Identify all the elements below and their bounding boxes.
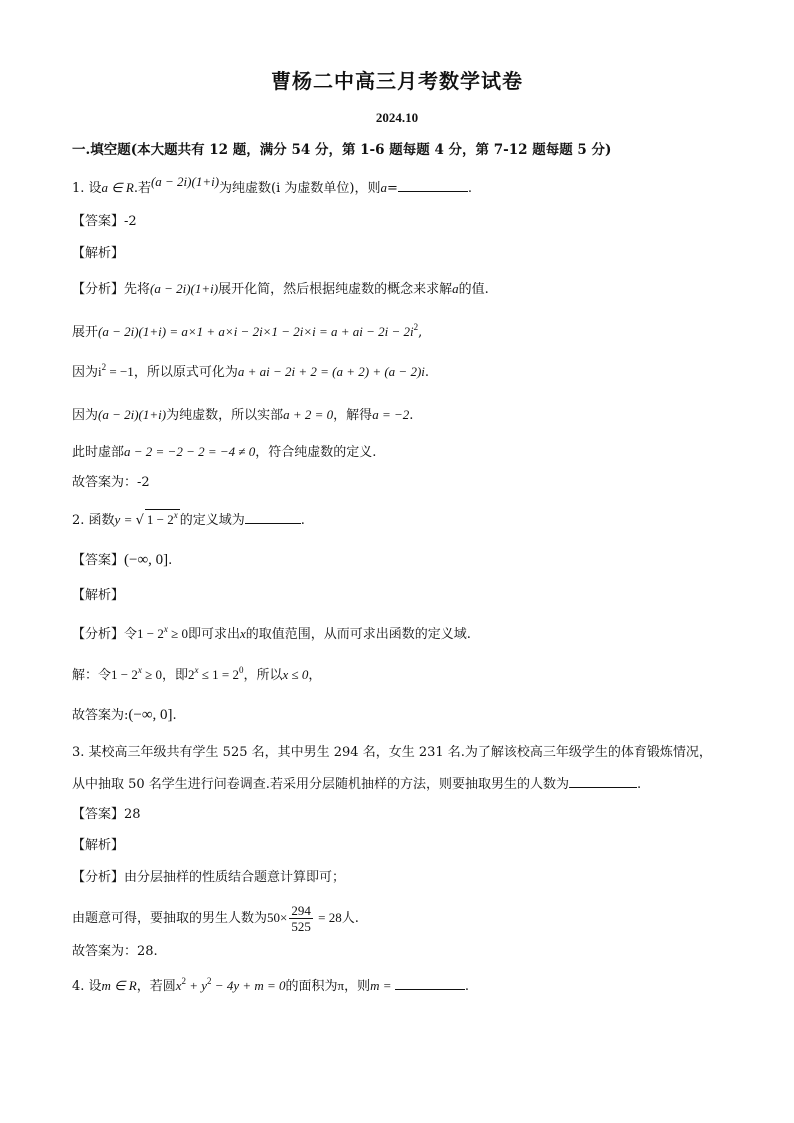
answer-blank bbox=[395, 977, 465, 990]
q2-final: 故答案为:(−∞, 0]. bbox=[72, 707, 177, 723]
q3-stem-line2: 从中抽取 50 名学生进行问卷调查.若采用分层随机抽样的方法，则要抽取男生的人数为 . bbox=[72, 777, 642, 792]
q1-fenxi: 【分析】先将(a − 2i)(1+i)展开化简，然后根据纯虚数的概念来求解a的值. bbox=[72, 281, 489, 297]
section-header: 一.填空题(本大题共有 12 题，满分 54 分，第 1-6 题每题 4 分，第 7-12 题每题 5 分) bbox=[72, 142, 612, 158]
q4-stem: 4. 设m ∈ R，若圆$x^2 + y^2 - 4y + m = 0$的面积为π，则m = . bbox=[72, 976, 469, 994]
q3-stem-line1: 3. 某校高三年级共有学生 525 名，其中男生 294 名，女生 231 名.为了解该校高三年级学生的体育锻炼情况， bbox=[72, 745, 712, 760]
q3-calculation: 由题意可得，要抽取的男生人数为50× $\frac{294}{525}$ = 28人. bbox=[72, 903, 359, 934]
q3-fenxi: 【分析】由分层抽样的性质结合题意计算即可； bbox=[72, 870, 346, 885]
q2-solution: 解：令$1 - 2^x \ge 0$，即$2^x \le 1 = 2^0$，所以x ≤ 0， bbox=[72, 665, 322, 683]
q1-step-verify: 此时虚部a − 2 = −2 − 2 = −4 ≠ 0，符合纯虚数的定义. bbox=[72, 444, 377, 460]
q1-jiexi: 【解析】 bbox=[72, 246, 125, 261]
q1-step-solve: 因为(a − 2i)(1+i)为纯虚数，所以实部a + 2 = 0，解得a = −2. bbox=[72, 407, 414, 423]
q1-stem: 1. 设a ∈ R.若(a − 2i)(1+i)为纯虚数(i 为虚数单位)，则a= . bbox=[72, 174, 473, 196]
page-title: 曹杨二中高三月考数学试卷 bbox=[271, 69, 523, 93]
q2-fenxi: 【分析】令$1 - 2^x \ge 0$即可求出x的取值范围，从而可求出函数的定义域. bbox=[72, 624, 471, 642]
q1-answer: 【答案】-2 bbox=[72, 214, 137, 229]
q2-stem: 2. 函数y = √ $1 - 2^x$ 的定义域为 . bbox=[72, 509, 305, 531]
answer-blank bbox=[398, 179, 468, 192]
answer-blank bbox=[245, 511, 301, 524]
q1-step-expand: 展开(a − 2i)(1+i) = a×1 + a×i − 2i×1 − 2i×i = a + ai − $2i - 2i^2$, bbox=[72, 322, 423, 340]
q3-answer: 【答案】28 bbox=[72, 807, 141, 822]
q2-jiexi: 【解析】 bbox=[72, 588, 125, 603]
q2-answer: 【答案】(−∞, 0]. bbox=[72, 552, 173, 568]
q1-step-simplify: 因为$i^2 = -1$，所以原式可化为a + ai − 2i + 2 = (a + 2) + (a − 2)i. bbox=[72, 362, 430, 380]
answer-blank bbox=[569, 775, 637, 788]
exam-date: 2024.10 bbox=[375, 110, 419, 125]
q3-final: 故答案为：28. bbox=[72, 944, 158, 959]
fraction: $\frac{294}{525}$ bbox=[291, 903, 311, 934]
q1-final: 故答案为：-2 bbox=[72, 475, 150, 490]
q3-jiexi: 【解析】 bbox=[72, 838, 125, 853]
